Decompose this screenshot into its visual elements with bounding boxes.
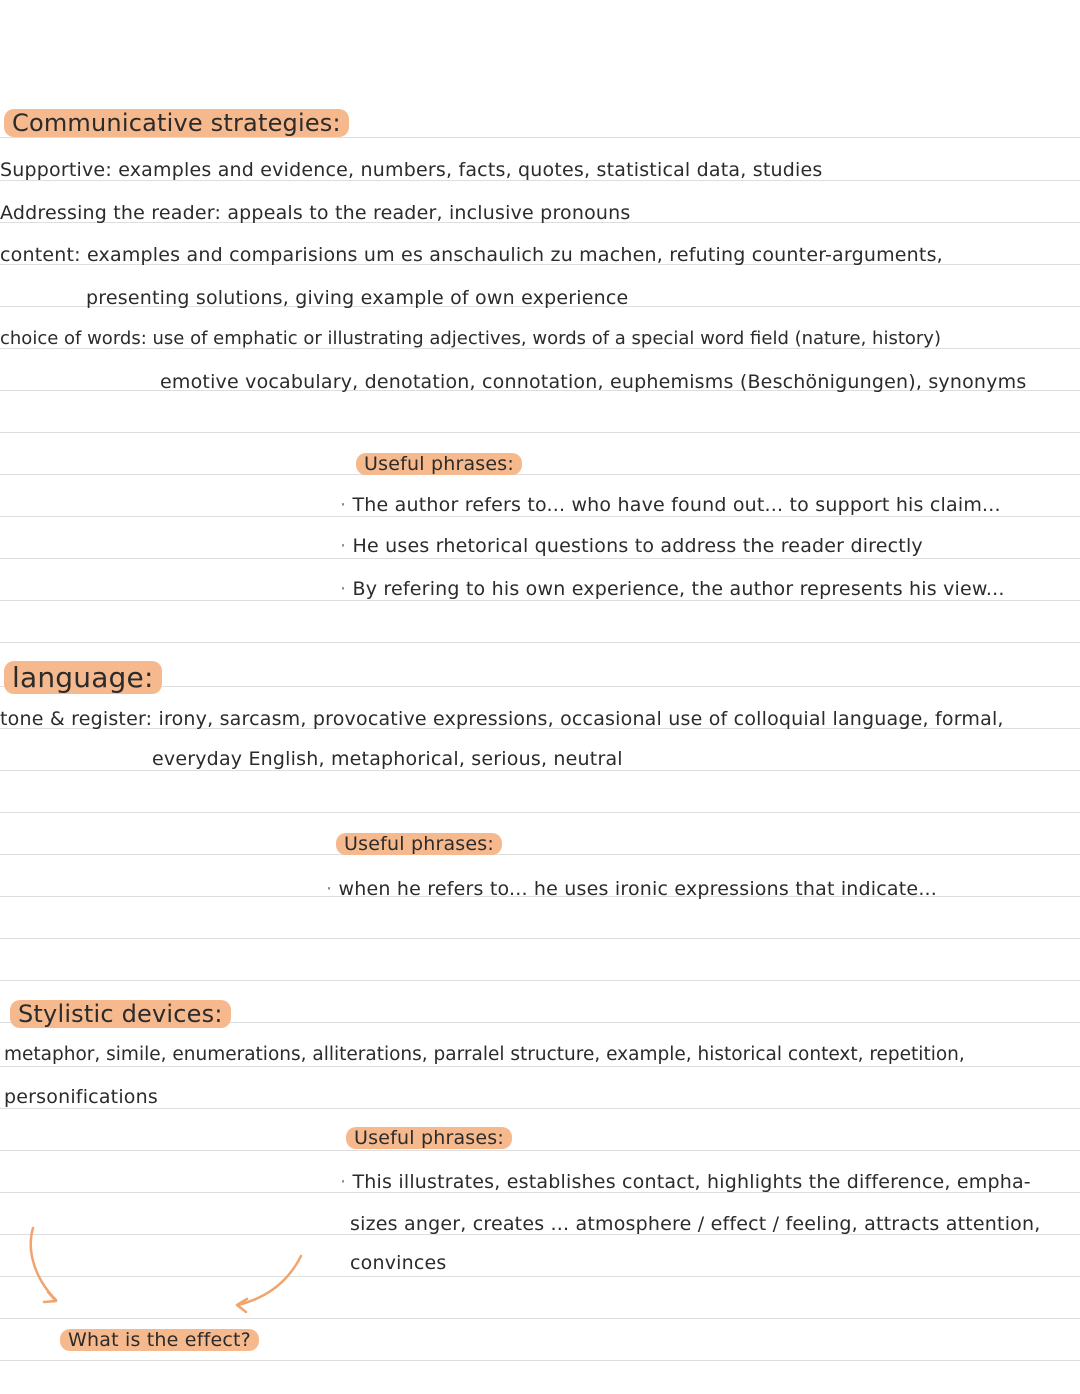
supportive-text: examples and evidence, numbers, facts, quotes, statistical data, studies xyxy=(118,159,823,181)
curved-arrow-right-icon xyxy=(238,1256,301,1305)
tone-line-2: everyday English, metaphorical, serious, neutral xyxy=(152,748,623,770)
phrase-text: when he refers to... he uses ironic expressions that indicate... xyxy=(338,878,938,900)
tone-label: tone & register: xyxy=(0,708,153,730)
addressing-label: Addressing the reader: xyxy=(0,202,222,224)
phrase-text: By refering to his own experience, the author represents his view... xyxy=(352,578,1005,600)
supportive-label: Supportive: xyxy=(0,159,112,181)
choice-label: choice of words: xyxy=(0,328,147,349)
curved-arrow-left-icon xyxy=(31,1228,56,1300)
content-label: content: xyxy=(0,244,81,266)
bullet-dot-icon: · xyxy=(340,1171,347,1193)
choice-text: use of emphatic or illustrating adjectives, words of a special word field (nature, history) xyxy=(152,328,941,349)
phrase-text: He uses rhetorical questions to address the reader directly xyxy=(352,535,923,557)
devices-line: metaphor, simile, enumerations, alliterations, parralel structure, example, historical context, repetition, xyxy=(4,1044,965,1065)
phrase-continuation: convinces xyxy=(350,1252,447,1274)
heading-highlight: language: xyxy=(4,661,162,694)
phrase-text: This illustrates, establishes contact, highlights the difference, empha- xyxy=(352,1171,1031,1193)
tone-text: irony, sarcasm, provocative expressions, occasional use of colloquial language, formal, xyxy=(158,708,1004,730)
bullet-dot-icon: · xyxy=(340,494,347,516)
phrases-highlight: Useful phrases: xyxy=(356,453,522,475)
bullet-dot-icon: · xyxy=(340,578,347,600)
question-highlight: What is the effect? xyxy=(60,1329,259,1351)
addressing-text: appeals to the reader, inclusive pronouns xyxy=(227,202,631,224)
phrases-highlight: Useful phrases: xyxy=(336,833,502,855)
heading-highlight: Stylistic devices: xyxy=(10,1000,231,1028)
content-line-2: presenting solutions, giving example of own experience xyxy=(86,287,629,309)
devices-line-2: personifications xyxy=(4,1086,158,1108)
bullet-dot-icon: · xyxy=(326,878,333,900)
phrase-text: The author refers to... who have found out... to support his claim... xyxy=(352,494,1001,516)
bullet-dot-icon: · xyxy=(340,535,347,557)
phrase-continuation: sizes anger, creates ... atmosphere / effect / feeling, attracts attention, xyxy=(350,1213,1041,1235)
arrowhead-right-icon xyxy=(237,1299,247,1312)
choice-line-2: emotive vocabulary, denotation, connotation, euphemisms (Beschönigungen), synonyms xyxy=(160,371,1027,393)
content-text: examples and comparisions um es anschaulich zu machen, refuting counter-arguments, xyxy=(87,244,943,266)
heading-highlight: Communicative strategies: xyxy=(4,109,349,137)
phrases-highlight: Useful phrases: xyxy=(346,1127,512,1149)
